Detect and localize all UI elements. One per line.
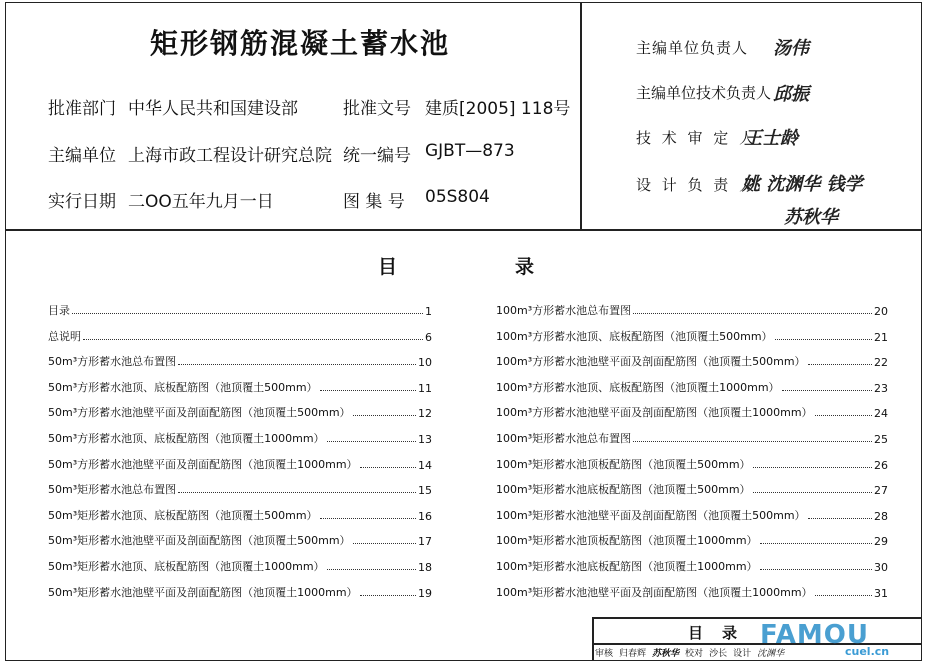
toc-leader-dots	[320, 518, 416, 519]
atlas-no-label: 图 集 号	[343, 192, 405, 212]
titleblock-cell: 审核	[595, 649, 614, 659]
toc-entry-title: 100m³矩形蓄水池底板配筋图（池顶覆土1000mm）	[496, 560, 758, 573]
toc-leader-dots	[178, 364, 416, 365]
approve-dept-label: 批准部门	[48, 99, 116, 119]
toc-entry	[48, 375, 432, 395]
toc-leader-dots	[633, 441, 872, 442]
unified-no-value: GJBT—873	[425, 141, 515, 161]
toc-entry-page: 12	[418, 407, 432, 421]
toc-entry-title: 100m³矩形蓄水池总布置图	[496, 432, 632, 445]
toc-entry-page: 23	[874, 381, 888, 395]
toc-entry-title: 100m³方形蓄水池顶、底板配筋图（池顶覆土500mm）	[496, 329, 773, 343]
titleblock-cell: 设计	[733, 649, 752, 659]
toc-entry-title: 50m³矩形蓄水池总布置图	[48, 483, 177, 497]
toc-entry-page: 31	[874, 586, 888, 600]
titleblock-cell: 沙长	[709, 649, 728, 659]
toc-entry-title: 50m³矩形蓄水池池壁平面及剖面配筋图（池顶覆土500mm）	[48, 534, 351, 548]
toc-entry	[48, 349, 432, 369]
approve-doc-value: 建质[2005] 118号	[425, 99, 571, 119]
toc-leader-dots	[808, 518, 872, 519]
toc-entry-title: 50m³方形蓄水池顶、底板配筋图（池顶覆土500mm）	[48, 380, 318, 394]
toc-entry	[496, 298, 888, 318]
toc-entry	[48, 400, 432, 420]
toc-entry	[48, 452, 432, 472]
toc-leader-dots	[808, 364, 872, 365]
atlas-title: 矩形钢筋混凝土蓄水池	[150, 27, 451, 60]
atlas-no-value: 05S804	[425, 187, 490, 207]
editor-label: 主编单位	[48, 146, 116, 166]
effective-date-value: 二OO五年九月一日	[128, 192, 274, 212]
role-tech-chief: 主编单位技术负责人	[636, 84, 772, 102]
titleblock-name-left: 目	[688, 624, 704, 642]
role-reviewer: 技 术 审 定 人	[636, 129, 758, 147]
toc-entry-title: 50m³方形蓄水池池壁平面及剖面配筋图（池顶覆土1000mm）	[48, 457, 358, 471]
toc-leader-dots	[178, 492, 416, 493]
toc-entry-page: 22	[874, 356, 888, 370]
toc-entry-page: 17	[418, 535, 432, 549]
toc-entry-title: 50m³方形蓄水池顶、底板配筋图（池顶覆土1000mm）	[48, 432, 325, 445]
unified-no-label: 统一编号	[343, 146, 411, 166]
toc-entry-title: 100m³矩形蓄水池池壁平面及剖面配筋图（池顶覆土500mm）	[496, 508, 806, 522]
toc-leader-dots	[782, 390, 872, 391]
toc-entry-page: 24	[874, 407, 888, 421]
signature-reviewer: 王士龄	[744, 128, 798, 149]
toc-entry	[48, 298, 432, 318]
watermark-logo: FAMOU	[760, 620, 869, 650]
toc-entry	[48, 503, 432, 523]
toc-entry	[496, 349, 888, 369]
toc-entry-title: 50m³矩形蓄水池池壁平面及剖面配筋图（池顶覆土1000mm）	[48, 585, 358, 599]
toc-entry	[48, 426, 432, 446]
toc-entry-title: 100m³方形蓄水池池壁平面及剖面配筋图（池顶覆土500mm）	[496, 355, 806, 369]
toc-heading-left: 目	[378, 256, 398, 278]
toc-entry-page: 10	[418, 356, 432, 370]
toc-entry-page: 20	[874, 305, 888, 318]
toc-entry	[48, 324, 432, 344]
signature-design-lead: 姚 沈渊华 钱学	[742, 174, 863, 195]
toc-entry-title: 100m³方形蓄水池池壁平面及剖面配筋图（池顶覆土1000mm）	[496, 406, 813, 420]
toc-leader-dots	[360, 467, 416, 468]
toc-entry-page: 13	[418, 433, 432, 446]
toc-entry-title: 总说明	[48, 329, 81, 343]
toc-entry-title: 100m³方形蓄水池顶、底板配筋图（池顶覆土1000mm）	[496, 380, 780, 394]
toc-leader-dots	[327, 441, 416, 442]
toc-entry	[496, 324, 888, 344]
toc-leader-dots	[320, 390, 416, 391]
toc-entry-page: 14	[418, 458, 432, 472]
toc-entry	[496, 400, 888, 420]
toc-leader-dots	[775, 339, 872, 340]
toc-entry-page: 18	[418, 561, 432, 574]
toc-entry	[48, 580, 432, 600]
toc-leader-dots	[753, 492, 872, 493]
toc-entry	[496, 452, 888, 472]
toc-entry	[48, 528, 432, 548]
signature-chief-unit: 汤伟	[773, 38, 809, 59]
toc-entry-title: 50m³方形蓄水池总布置图	[48, 355, 177, 369]
titleblock-cell: 校对	[685, 649, 704, 659]
toc-entry	[48, 477, 432, 497]
titleblock-signoff-row	[595, 646, 784, 659]
toc-leader-dots	[353, 415, 416, 416]
toc-entry-title: 50m³矩形蓄水池顶、底板配筋图（池顶覆土1000mm）	[48, 560, 325, 573]
titleblock-left-line	[592, 617, 594, 661]
toc-entry-page: 30	[874, 561, 888, 574]
toc-entry-page: 29	[874, 535, 888, 549]
toc-entry-page: 11	[418, 381, 432, 395]
toc-entry	[496, 554, 888, 574]
toc-entry-page: 1	[425, 305, 432, 318]
signature-tech-chief: 邱振	[773, 84, 809, 105]
editor-value: 上海市政工程设计研究总院	[128, 146, 332, 166]
toc-entry	[496, 580, 888, 600]
toc-heading-right: 录	[515, 256, 535, 278]
toc-entry-page: 15	[418, 484, 432, 498]
titleblock-cell: 归春辉	[619, 649, 647, 659]
toc-entry-page: 27	[874, 484, 888, 498]
header-bottom-line	[5, 229, 922, 231]
toc-leader-dots	[815, 595, 872, 596]
toc-entry-page: 28	[874, 509, 888, 523]
toc-leader-dots	[360, 595, 416, 596]
toc-entry-title: 50m³方形蓄水池池壁平面及剖面配筋图（池顶覆土500mm）	[48, 406, 351, 420]
toc-entry-page: 25	[874, 433, 888, 446]
toc-leader-dots	[353, 543, 416, 544]
toc-entry-title: 100m³矩形蓄水池顶板配筋图（池顶覆土1000mm）	[496, 534, 758, 548]
effective-date-label: 实行日期	[48, 192, 116, 212]
toc-entry-title: 100m³矩形蓄水池顶板配筋图（池顶覆土500mm）	[496, 457, 751, 471]
toc-leader-dots	[815, 415, 872, 416]
toc-entry-title: 100m³矩形蓄水池底板配筋图（池顶覆土500mm）	[496, 483, 751, 497]
toc-leader-dots	[72, 313, 423, 314]
titleblock-cell: 沈渊华	[757, 649, 785, 659]
toc-leader-dots	[753, 467, 872, 468]
toc-entry-title: 50m³矩形蓄水池顶、底板配筋图（池顶覆土500mm）	[48, 508, 318, 522]
toc-leader-dots	[760, 543, 872, 544]
toc-entry-page: 16	[418, 509, 432, 523]
toc-entry-page: 6	[425, 330, 432, 344]
toc-entry	[496, 477, 888, 497]
toc-entry	[496, 375, 888, 395]
header-divider	[580, 2, 582, 230]
watermark-domain: cuel.cn	[845, 645, 890, 658]
titleblock-name-right: 录	[722, 624, 738, 642]
toc-entry-title: 100m³方形蓄水池总布置图	[496, 304, 632, 317]
toc-entry-page: 21	[874, 330, 888, 344]
titleblock-top-line	[592, 617, 922, 619]
toc-leader-dots	[760, 569, 872, 570]
titleblock-cell: 苏秋华	[652, 649, 680, 659]
toc-entry-page: 26	[874, 458, 888, 472]
toc-entry-page: 19	[418, 586, 432, 600]
approve-dept-value: 中华人民共和国建设部	[128, 99, 298, 119]
toc-entry-title: 目录	[48, 304, 70, 317]
toc-entry	[496, 528, 888, 548]
role-design-lead: 设 计 负 责 人	[636, 176, 758, 194]
toc-entry	[496, 503, 888, 523]
toc-leader-dots	[633, 313, 872, 314]
toc-entry	[48, 554, 432, 574]
toc-leader-dots	[83, 339, 423, 340]
signature-design-lead-2: 苏秋华	[784, 207, 838, 228]
toc-leader-dots	[327, 569, 416, 570]
role-chief-unit: 主编单位负责人	[636, 39, 749, 57]
toc-entry	[496, 426, 888, 446]
approve-doc-label: 批准文号	[343, 99, 411, 119]
toc-entry-title: 100m³矩形蓄水池池壁平面及剖面配筋图（池顶覆土1000mm）	[496, 585, 813, 599]
